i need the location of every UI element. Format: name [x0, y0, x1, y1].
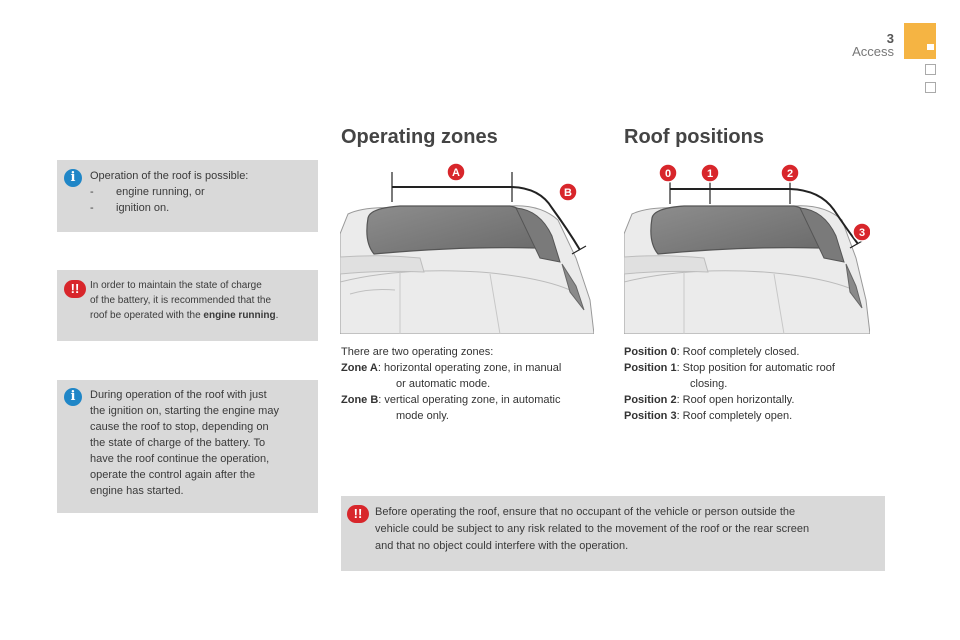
marker-0-label: 0 — [664, 168, 672, 180]
roof-positions-description — [624, 344, 874, 424]
marker-2-label: 2 — [786, 168, 794, 180]
zone-b-continued: mode only. — [396, 410, 449, 422]
info-icon: i — [64, 169, 82, 187]
note-text: Operation of the roof is possible: — [90, 170, 249, 182]
note-text: the state of charge of the battery. To — [90, 437, 266, 449]
note-text: cause the roof to stop, depending on — [90, 421, 269, 433]
note-text: and that no object could interfere with the operation. — [375, 540, 629, 552]
warning-icon: !! — [347, 505, 369, 523]
info-note-operation — [57, 160, 318, 232]
operating-zones-description — [341, 344, 601, 424]
marker-3-label: 3 — [858, 227, 866, 239]
position-1-continued: closing. — [690, 378, 728, 390]
note-text: During operation of the roof with just — [90, 389, 267, 401]
zones-intro: There are two operating zones: — [341, 346, 494, 358]
marker-a-label: A — [452, 167, 460, 179]
operating-zones-diagram — [340, 162, 594, 334]
position-2-line: Position 2: Roof open horizontally. — [624, 394, 795, 406]
note-text: have the roof continue the operation, — [90, 453, 270, 465]
marker-1-label: 1 — [706, 168, 714, 180]
zone-b-line: Zone B: vertical operating zone, in automatic — [341, 394, 561, 406]
operating-zones-title: Operating zones — [341, 126, 498, 148]
note-text: operate the control again after the — [90, 469, 256, 481]
marker-b-label: B — [564, 187, 572, 199]
roof-positions-title: Roof positions — [624, 126, 764, 148]
zone-a-line: Zone A: horizontal operating zone, in manual — [341, 362, 562, 374]
note-text: In order to maintain the state of charge — [90, 280, 262, 291]
warning-note-safety — [341, 496, 885, 571]
info-icon: i — [64, 388, 82, 406]
warning-note-battery — [57, 270, 318, 341]
zone-a-continued: or automatic mode. — [396, 378, 491, 390]
roof-positions-diagram — [624, 162, 870, 334]
note-text: Before operating the roof, ensure that no occupant of the vehicle or person outside the — [375, 506, 796, 518]
list-item: - ignition on. — [90, 202, 170, 214]
note-text: engine has started. — [90, 485, 184, 497]
section-tab — [904, 23, 936, 59]
note-text: roof be operated with the engine running. — [90, 310, 279, 321]
info-note-ignition — [57, 380, 318, 513]
note-text: vehicle could be subject to any risk related to the movement of the roof or the rear screen — [375, 523, 810, 535]
nav-square-icon — [925, 82, 936, 93]
tab-marker — [927, 44, 934, 50]
section-title: Access — [852, 44, 894, 59]
position-1-line: Position 1: Stop position for automatic roof — [624, 362, 835, 374]
note-text: of the battery, it is recommended that the — [90, 295, 272, 306]
list-item: - engine running, or — [90, 186, 205, 198]
note-text: the ignition on, starting the engine may — [90, 405, 279, 417]
nav-square-icon — [925, 64, 936, 75]
page-number: 3 — [886, 31, 894, 46]
warning-icon: !! — [64, 280, 86, 298]
position-0-line: Position 0: Roof completely closed. — [624, 346, 800, 358]
position-3-line: Position 3: Roof completely open. — [624, 410, 793, 422]
